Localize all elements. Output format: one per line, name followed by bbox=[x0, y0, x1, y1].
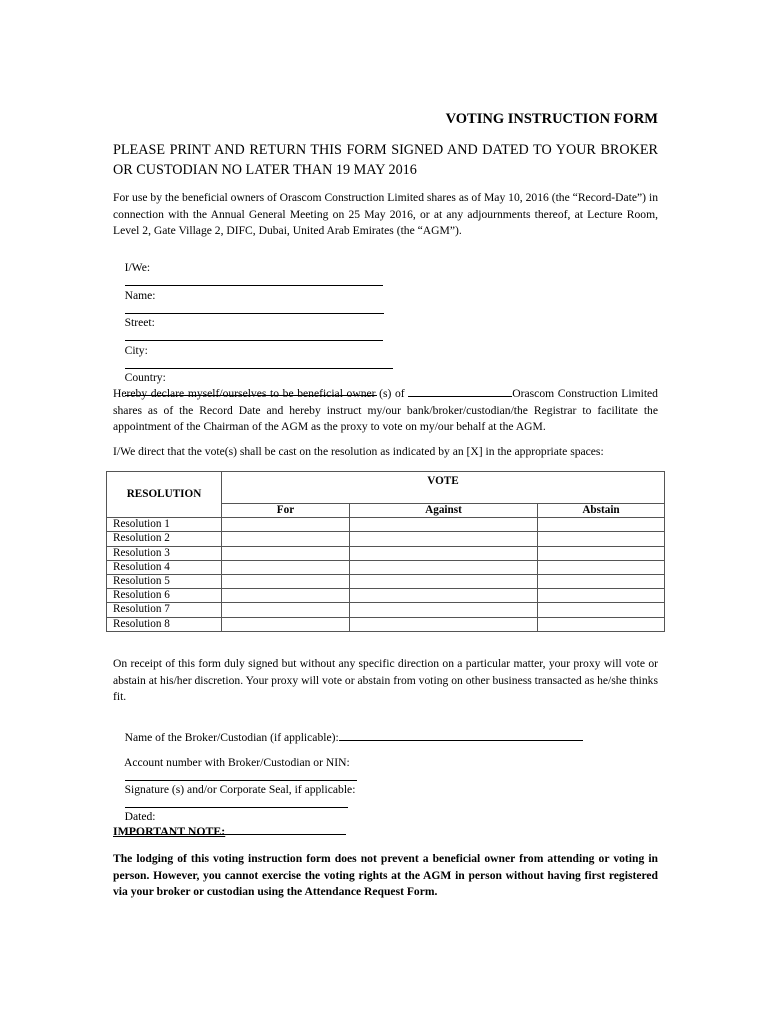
broker-name-line[interactable] bbox=[339, 729, 583, 741]
resolution-label: Resolution 2 bbox=[107, 532, 222, 546]
vote-against-cell[interactable] bbox=[350, 532, 538, 546]
vote-against-cell[interactable] bbox=[350, 574, 538, 588]
voting-table bbox=[106, 471, 665, 632]
vote-for-cell[interactable] bbox=[222, 546, 350, 560]
vote-abstain-cell[interactable] bbox=[538, 589, 665, 603]
declaration-paragraph bbox=[113, 385, 658, 436]
table-row bbox=[107, 560, 665, 574]
name-label: Name: bbox=[124, 289, 156, 302]
vote-for-cell[interactable] bbox=[222, 560, 350, 574]
vote-against-cell[interactable] bbox=[350, 589, 538, 603]
resolution-label: Resolution 6 bbox=[107, 589, 222, 603]
direction-text: I/We direct that the vote(s) shall be cast on the resolution as indicated by an [X] in the appropriate spaces: bbox=[113, 445, 604, 458]
important-note-label: IMPORTANT NOTE: bbox=[113, 824, 226, 838]
resolution-label: Resolution 7 bbox=[107, 603, 222, 617]
important-note-text: The lodging of this voting instruction form does not prevent a beneficial owner from attending or voting in person. However, you cannot exercise the voting rights at the AGM in person without having first registered via your broker or custodian using the Attendance Request Form. bbox=[113, 852, 658, 898]
receipt-note-paragraph: On receipt of this form duly signed but without any specific direction on a particular matter, your proxy will vote or abstain at his/her discretion. Your proxy will vote or abstain from voting on other business transacted as he/she thinks fit. bbox=[113, 657, 658, 703]
abstain-column-header: Abstain bbox=[538, 504, 665, 518]
broker-name-label: Name of the Broker/Custodian (if applicable): bbox=[124, 731, 339, 744]
vote-abstain-cell[interactable] bbox=[538, 603, 665, 617]
return-instruction-heading: PLEASE PRINT AND RETURN THIS FORM SIGNED AND DATED TO YOUR BROKER OR CUSTODIAN NO LATER THAN 19 MAY 2016 bbox=[113, 142, 658, 178]
resolution-header: RESOLUTION bbox=[107, 472, 222, 518]
table-row bbox=[107, 589, 665, 603]
vote-abstain-cell[interactable] bbox=[538, 518, 665, 532]
declaration-text-start: Hereby declare myself/ourselves to be beneficial owner (s) of bbox=[113, 387, 405, 400]
vote-against-cell[interactable] bbox=[350, 518, 538, 532]
resolution-label: Resolution 5 bbox=[107, 574, 222, 588]
city-label: City: bbox=[124, 344, 148, 357]
table-row bbox=[107, 603, 665, 617]
street-label: Street: bbox=[124, 316, 155, 329]
table-row bbox=[107, 532, 665, 546]
resolution-label: Resolution 1 bbox=[107, 518, 222, 532]
for-column-header: For bbox=[222, 504, 350, 518]
share-count-line[interactable] bbox=[408, 385, 512, 397]
vote-for-cell[interactable] bbox=[222, 617, 350, 631]
declaration-text-end: Orascom Construction Limited shares as of the Record Date and hereby instruct my/our bank/broker/custodian/the Registrar to facilitate the appointment of the Chairman of the AGM as the proxy to vote on my/our behalf at the AGM. bbox=[113, 387, 658, 433]
vote-against-cell[interactable] bbox=[350, 603, 538, 617]
vote-for-cell[interactable] bbox=[222, 589, 350, 603]
against-column-header: Against bbox=[350, 504, 538, 518]
table-row bbox=[107, 546, 665, 560]
vote-abstain-cell[interactable] bbox=[538, 532, 665, 546]
intro-paragraph: For use by the beneficial owners of Orascom Construction Limited shares as of May 10, 2016 (the “Record-Date”) in connection with the Annual General Meeting on 25 May 2016, or at any adjournments thereof, at Lecture Room, Level 2, Gate Village 2, DIFC, Dubai, United Arab Emirates (the “AGM”). bbox=[113, 191, 658, 237]
vote-against-cell[interactable] bbox=[350, 546, 538, 560]
resolution-label: Resolution 4 bbox=[107, 560, 222, 574]
vote-for-cell[interactable] bbox=[222, 518, 350, 532]
vote-abstain-cell[interactable] bbox=[538, 574, 665, 588]
form-title: VOTING INSTRUCTION FORM bbox=[445, 111, 658, 127]
vote-for-cell[interactable] bbox=[222, 574, 350, 588]
resolution-label: Resolution 8 bbox=[107, 617, 222, 631]
dated-label: Dated: bbox=[124, 810, 156, 823]
country-label: Country: bbox=[124, 371, 166, 384]
table-row bbox=[107, 574, 665, 588]
account-number-label: Account number with Broker/Custodian or NIN: bbox=[123, 756, 350, 769]
vote-against-cell[interactable] bbox=[350, 560, 538, 574]
iwe-label: I/We: bbox=[124, 261, 151, 274]
vote-abstain-cell[interactable] bbox=[538, 546, 665, 560]
vote-against-cell[interactable] bbox=[350, 617, 538, 631]
resolution-label: Resolution 3 bbox=[107, 546, 222, 560]
table-row bbox=[107, 518, 665, 532]
vote-abstain-cell[interactable] bbox=[538, 560, 665, 574]
vote-for-cell[interactable] bbox=[222, 603, 350, 617]
vote-abstain-cell[interactable] bbox=[538, 617, 665, 631]
table-row bbox=[107, 617, 665, 631]
vote-header: VOTE bbox=[222, 472, 665, 504]
vote-for-cell[interactable] bbox=[222, 532, 350, 546]
signature-label: Signature (s) and/or Corporate Seal, if applicable: bbox=[124, 783, 356, 796]
